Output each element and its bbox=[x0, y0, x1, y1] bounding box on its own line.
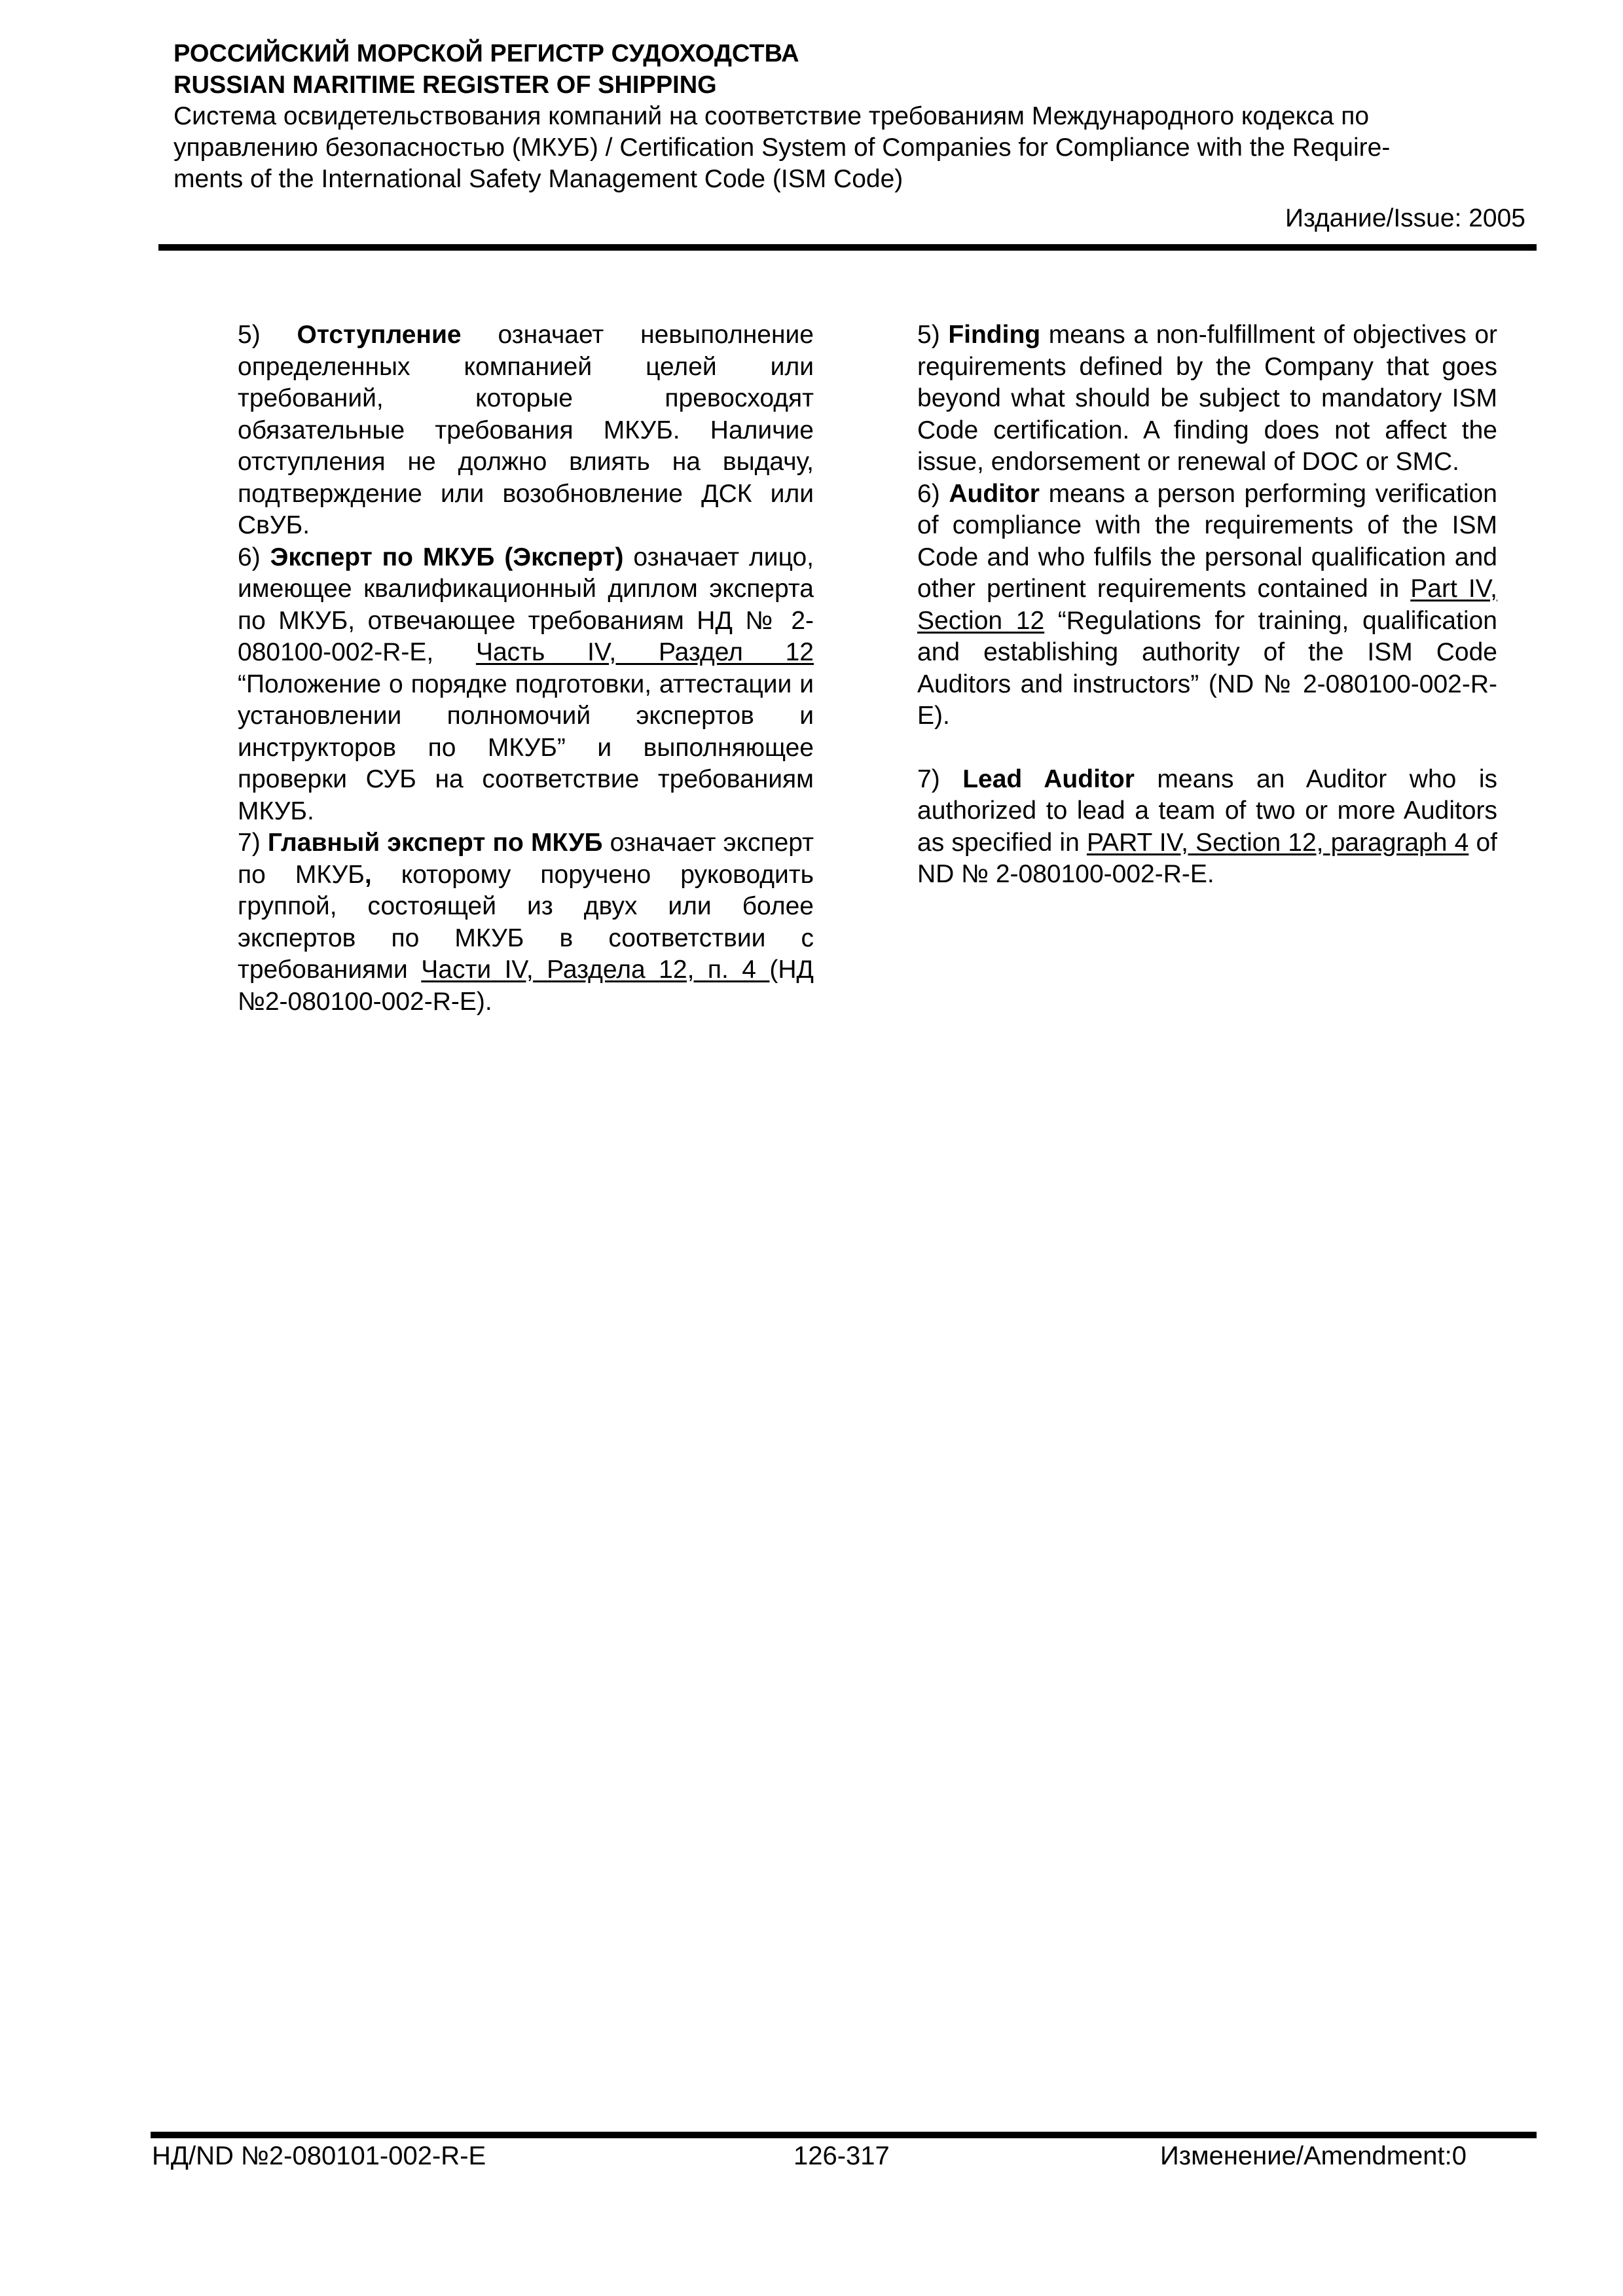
ru-p7-number: 7) bbox=[238, 829, 268, 857]
en-p7-term: Lead Auditor bbox=[962, 764, 1135, 793]
en-p7-reference-link[interactable]: PART IV, Section 12, paragraph 4 bbox=[1086, 828, 1469, 857]
english-column bbox=[917, 319, 1497, 891]
ru-p5-text: означает невыполнение определенных компанией целей или требований, которые превосходят обязательные требования МКУБ. Наличие отступления не должно влиять на выдачу, подтверждение или возобновление ДСК или СвУБ. bbox=[238, 321, 814, 539]
ru-p7-text-1: означает эксперт по МКУБ bbox=[238, 829, 814, 889]
org-name-ru: РОССИЙСКИЙ МОРСКОЙ РЕГИСТР СУДОХОДСТВА bbox=[173, 40, 799, 67]
header-divider bbox=[158, 244, 1537, 251]
en-paragraph-7 bbox=[917, 764, 1497, 891]
en-p7-number: 7) bbox=[917, 764, 963, 793]
footer-divider bbox=[151, 2132, 1537, 2138]
en-p5-number: 5) bbox=[917, 321, 949, 349]
ru-p6-reference-link[interactable]: Часть IV, Раздел 12 bbox=[475, 638, 814, 666]
ru-p6-term: Эксперт по МКУБ (Эксперт) bbox=[270, 543, 624, 571]
ru-p7-text-3: (НД №2-080100-002-R-E). bbox=[238, 956, 814, 1016]
ru-p6-number: 6) bbox=[238, 543, 270, 571]
system-title-line-1: Система освидетельствования компаний на соответствие требованиям Международного кодекса по bbox=[173, 102, 1370, 130]
ru-p5-term: Отступление bbox=[297, 321, 462, 349]
en-p7-text-2: of ND № 2-080100-002-R-E. bbox=[917, 828, 1497, 888]
system-title-line-3: ments of the International Safety Management Code (ISM Code) bbox=[173, 165, 903, 193]
ru-p7-comma: , bbox=[364, 860, 372, 889]
en-p7-text-1: means an Auditor who is authorized to lead a team of two or more Auditors as specified in bbox=[917, 764, 1497, 857]
issue-label: Издание/Issue: 2005 bbox=[1285, 204, 1525, 232]
en-p6-text-2: “Regulations for training, qualification and establishing authority of the ISM Code Auditors and instructors” (ND № 2-080100-002-R-E). bbox=[917, 606, 1497, 730]
ru-p6-text-2: “Положение о порядке подготовки, аттестации и установлении полномочий экспертов и инструкторов по МКУБ” и выполняющее проверки СУБ на соответствие требованиям МКУБ. bbox=[238, 670, 814, 825]
ru-p7-reference-link[interactable]: Части IV, Раздела 12, п. 4 bbox=[421, 956, 770, 984]
footer-doc-number: НД/ND №2-080101-002-R-E bbox=[152, 2142, 486, 2170]
en-p5-term: Finding bbox=[948, 321, 1041, 349]
footer-amendment: Изменение/Amendment:0 bbox=[1160, 2142, 1467, 2170]
en-p6-text-1: means a person performing verification of compliance with the requirements of the ISM Code and who fulfils the personal qualification and other pertinent requirements contained in bbox=[917, 479, 1497, 603]
ru-paragraph-5 bbox=[238, 319, 814, 542]
en-p6-reference-link[interactable]: Part IV, Section 12 bbox=[917, 575, 1497, 635]
ru-p7-text-2: которому поручено руководить группой, состоящей из двух или более экспертов по МКУБ в соответствии с требованиями bbox=[238, 860, 814, 984]
document-header bbox=[173, 38, 1525, 234]
russian-column bbox=[238, 319, 814, 1018]
en-p6-term: Auditor bbox=[949, 479, 1040, 508]
ru-p6-text-1: означает лицо, имеющее квалификационный диплом эксперта по МКУБ, отвечающее требованиям НД № 2-080100-002-R-E, bbox=[238, 543, 814, 666]
system-title-line-2: управлению безопасностью (МКУБ) / Certification System of Companies for Compliance with the Require- bbox=[173, 134, 1391, 162]
en-p6-number: 6) bbox=[917, 479, 949, 508]
ru-p7-term: Главный эксперт по МКУБ bbox=[267, 829, 603, 857]
en-p5-text: means a non-fulfillment of objectives or requirements defined by the Company that goes beyond what should be subject to mandatory ISM Code certification. A finding does not affect the issue, endorsement or renewal of DOC or SMC. bbox=[917, 321, 1498, 476]
ru-p5-number: 5) bbox=[238, 321, 297, 349]
en-paragraph-6 bbox=[917, 478, 1497, 732]
en-paragraph-5 bbox=[917, 319, 1497, 478]
ru-paragraph-6 bbox=[238, 542, 814, 828]
footer-page-number: 126-317 bbox=[793, 2142, 890, 2170]
org-name-en: RUSSIAN MARITIME REGISTER OF SHIPPING bbox=[173, 71, 717, 99]
ru-paragraph-7 bbox=[238, 827, 814, 1018]
